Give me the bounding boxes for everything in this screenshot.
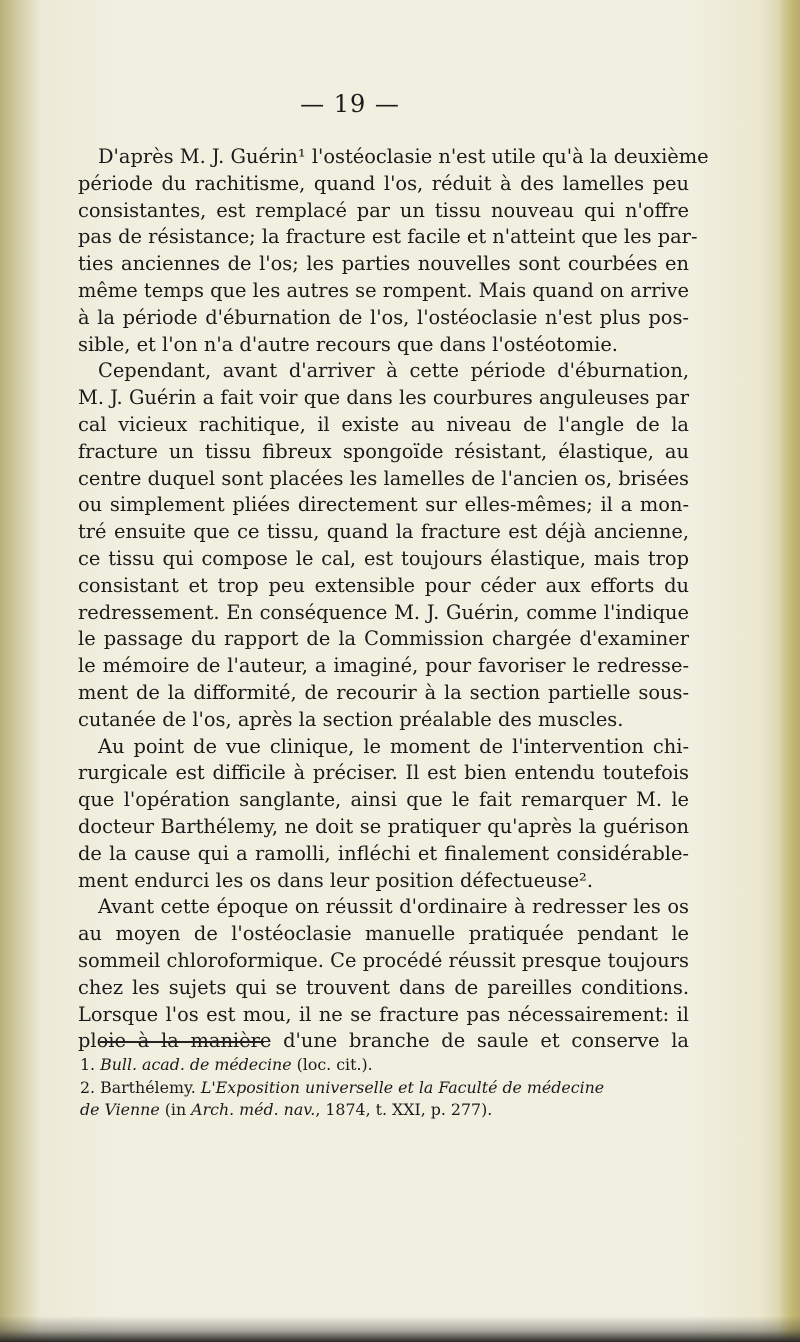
footnote-title: L'Exposition universelle et la Faculté de médecine [200, 1077, 605, 1097]
text-line: ce tissu qui compose le cal, est toujours élastique, mais trop [78, 546, 689, 570]
text-line: docteur Barthélemy, ne doit se pratiquer qu'après la guérison [78, 814, 689, 838]
text-line: Avant cette époque on réussit d'ordinaire à redresser les os [98, 895, 689, 919]
text-line: Au point de vue clinique, le moment de l'intervention chi- [98, 734, 689, 758]
text-line: même temps que les autres se rompent. Mais quand on arrive [78, 278, 689, 302]
text-line: ment de la difformité, de recourir à la section partielle sous- [78, 680, 689, 704]
footnote-marker: 2. [80, 1077, 96, 1097]
page-number: — 19 — [300, 90, 400, 118]
text-line: D'après M. J. Guérin¹ l'ostéoclasie n'est utile qu'à la deuxième [98, 145, 709, 168]
footnote-journal: Arch. méd. nav. [191, 1100, 316, 1120]
text-line: ment endurci les os dans leur position défectueuse². [78, 868, 593, 892]
text-line: fracture un tissu fibreux spongoïde résistant, élastique, au [78, 439, 689, 463]
text-line: sible, et l'on n'a d'autre recours que dans l'ostéotomie. [78, 332, 618, 356]
dark-bottom-edge [0, 1316, 800, 1342]
aged-right-edge [778, 0, 800, 1342]
text-line: redressement. En conséquence M. J. Guérin, comme l'indique [78, 600, 689, 624]
text-line: de la cause qui a ramolli, infléchi et finalement considérable- [78, 841, 689, 865]
text-line: M. J. Guérin a fait voir que dans les courbures anguleuses par [78, 386, 689, 410]
text-line: Lorsque l'os est mou, il ne se fracture pas nécessairement: il [78, 1002, 689, 1026]
footnote-2-continued [80, 1099, 690, 1122]
text-line: cutanée de l'os, après la section préalable des muscles. [78, 707, 624, 731]
text-line: ou simplement pliées directement sur elles-mêmes; il a mon- [78, 493, 689, 517]
footnote-source: Bull. acad. de médecine [100, 1055, 292, 1074]
footnote-author: Barthélemy. [100, 1077, 196, 1097]
text-line: Cependant, avant d'arriver à cette période d'éburnation, [98, 359, 689, 383]
footnote-ref-open: (in [159, 1100, 192, 1120]
footnote-rest: (loc. cit.). [291, 1055, 373, 1074]
text-line: sommeil chloroformique. Ce procédé réussit presque toujours [78, 948, 689, 972]
text-line: consistantes, est remplacé par un tissu nouveau qui n'offre [78, 198, 689, 222]
text-line: rurgicale est difficile à préciser. Il est bien entendu toutefois [78, 761, 689, 785]
text-line: cal vicieux rachitique, il existe au niveau de l'angle de la [78, 412, 689, 436]
text-line: chez les sujets qui se trouvent dans de pareilles conditions. [78, 975, 689, 999]
footnote-divider [100, 1041, 264, 1043]
text-line: pas de résistance; la fracture est facile et n'atteint que les par- [78, 225, 698, 249]
footnote-title-cont: de Vienne [80, 1100, 160, 1120]
text-line: le passage du rapport de la Commission chargée d'examiner [78, 627, 689, 651]
footnotes [80, 1054, 690, 1122]
text-line: centre duquel sont placées les lamelles de l'ancien os, brisées [78, 466, 689, 490]
text-line: tré ensuite que ce tissu, quand la fracture est déjà ancienne, [78, 520, 689, 544]
text-line: ties anciennes de l'os; les parties nouvelles sont courbées en [78, 252, 689, 276]
footnote-2 [80, 1077, 690, 1100]
text-line: au moyen de l'ostéoclasie manuelle pratiquée pendant le [78, 922, 689, 946]
text-line: le mémoire de l'auteur, a imaginé, pour favoriser le redresse- [78, 654, 689, 678]
text-line: à la période d'éburnation de l'os, l'ostéoclasie n'est plus pos- [78, 305, 689, 329]
body-text [78, 144, 709, 1055]
text-line: que l'opération sanglante, ainsi que le fait remarquer M. le [78, 788, 689, 812]
text-line: ploie à la manière d'une branche de saule et conserve la [78, 1029, 689, 1053]
text-line: consistant et trop peu extensible pour céder aux efforts du [78, 573, 689, 597]
footnote-1 [80, 1054, 690, 1077]
text-line: période du rachitisme, quand l'os, réduit à des lamelles peu [78, 171, 689, 195]
footnote-marker: 1. [80, 1055, 96, 1074]
footnote-ref-close: , 1874, t. XXI, p. 277). [315, 1100, 493, 1120]
